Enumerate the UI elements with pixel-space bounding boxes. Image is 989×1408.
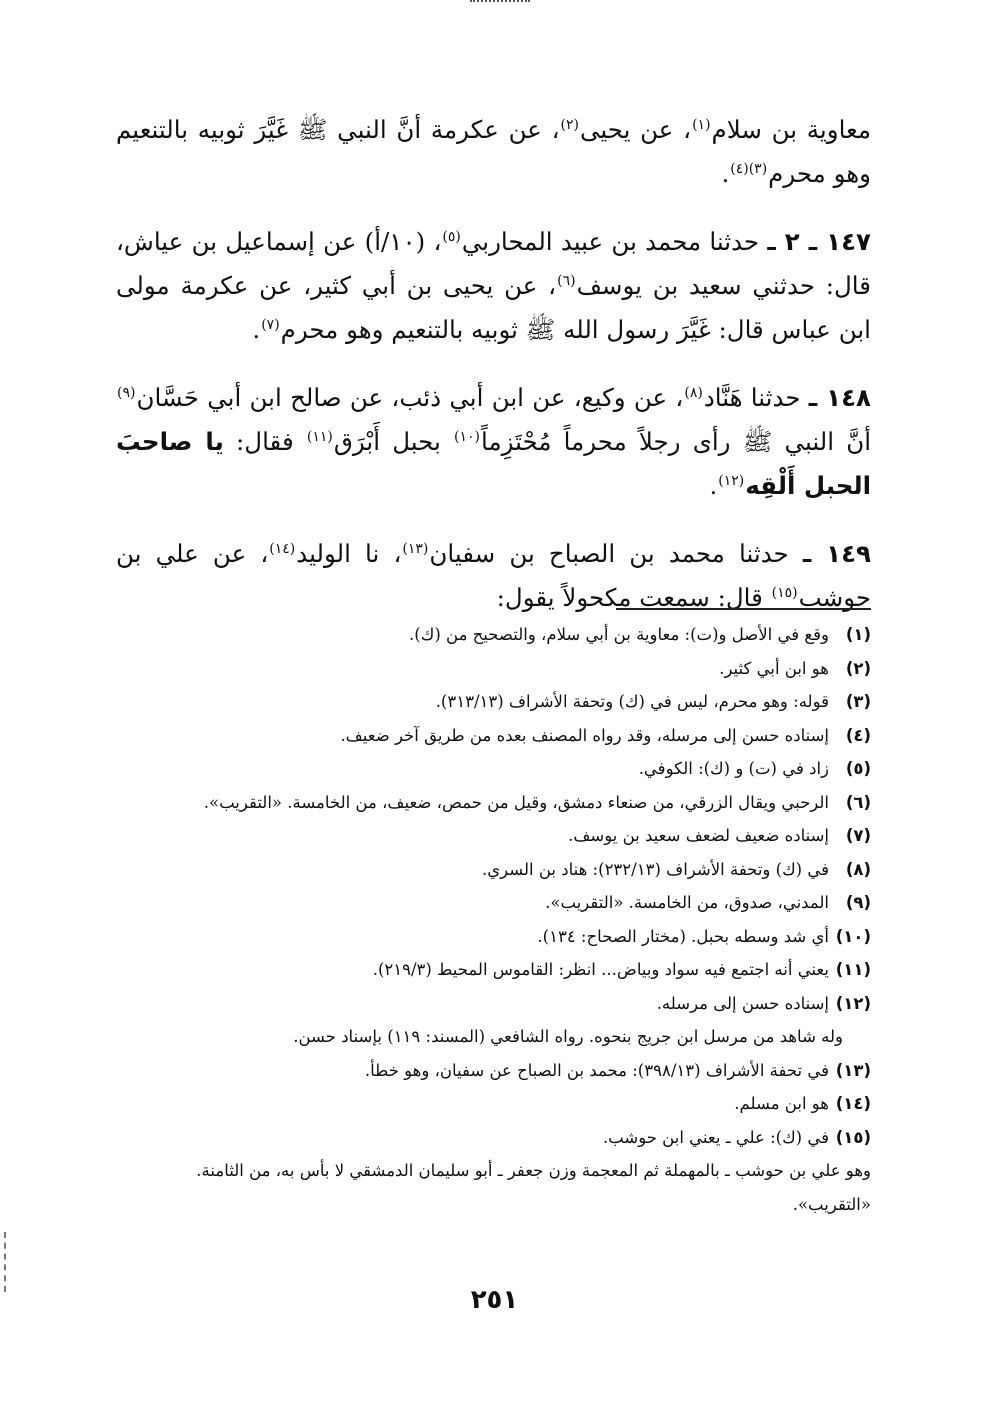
footnote-separator [616,608,871,610]
top-margin-mark [470,0,530,8]
footnote-ref: (٣)(٤) [730,160,768,177]
footnote-ref: (٦) [557,272,576,289]
footnote-text: هو ابن مسلم. [734,1094,829,1113]
paragraph-1 [116,108,871,196]
footnote-number: (٧) [845,826,871,845]
footnote-ref: (١٠) [454,428,480,445]
footnote-text: إسناده حسن إلى مرسله، وقد رواه المصنف بعده من طريق آخر ضعيف. [340,725,829,745]
text-run: بحبل أَبْرَق [333,427,454,456]
hadith-number: ١٤٩ ـ [802,539,872,568]
footnote-text: المدني، صدوق، من الخامسة. «التقريب». [545,893,829,912]
footnote-7 [116,819,871,853]
footnote-12-continuation [116,1020,871,1054]
footnote-text: وله شاهد من مرسل ابن جريج بنحوه. رواه الشافعي (المسند: ١١٩) بإسناد حسن. [293,1027,843,1046]
footnote-ref: (٩) [117,384,136,401]
footnote-4 [116,719,871,753]
footnote-number: (٣) [845,692,871,711]
hadith-number: ١٤٨ ـ [808,383,872,412]
footnote-2 [116,652,871,686]
hadith-number: ١٤٧ ـ ٢ ـ [767,227,871,256]
footnote-10 [116,920,871,954]
footnote-number: (٦) [845,792,871,812]
footnote-8 [116,853,871,887]
footnote-13 [116,1054,871,1088]
text-run: ، عن يحيى [579,115,692,144]
footnote-number: (٨) [845,859,871,879]
footnote-9 [116,886,871,920]
footnote-text: في تحفة الأشراف (٣٩٨/١٣): محمد بن الصباح عن سفيان، وهو خطأ. [364,1060,829,1080]
footnote-text: زاد في (ت) و (ك): الكوفي. [638,759,829,778]
footnote-ref: (١١) [306,428,333,445]
text-run: أنَّ النبي ﷺ رأى رجلاً محرماً مُحْتَزِماً [481,427,872,456]
footnote-number: (٢) [845,658,871,678]
text-run: حدثنا هَنَّاد [703,383,809,412]
footnote-number: (١٤) [835,1094,871,1113]
footnote-ref: (٨) [684,384,703,401]
footnote-text: إسناده حسن إلى مرسله. [656,993,829,1013]
hadith-147 [116,220,871,352]
text-run: ، (١٠/أ) عن إسماعيل بن عياش، قال: حدثني سعيد بن يوسف [116,227,871,300]
footnote-ref: (١٥) [771,584,798,601]
footnote-15-continuation [116,1154,871,1221]
text-run: معاوية بن سلام [711,115,871,144]
footnote-11 [116,953,871,987]
footnote-1 [116,618,871,652]
footnote-5 [116,752,871,786]
text-run: ، نا الوليد [296,539,402,568]
footnote-number: (٩) [845,893,871,912]
footnote-ref: (٢) [560,116,579,133]
footnote-12 [116,987,871,1021]
footnote-number: (٤) [845,725,871,745]
hadith-quote: يا صاحبَ الحبل أَلْقِه [116,427,871,500]
text-run: ، عن وكيع، عن ابن أبي ذئب، عن صالح ابن أبي حَسَّان [136,383,684,412]
footnote-3 [116,685,871,719]
footnote-15 [116,1121,871,1155]
footnote-text: قوله: وهو محرم، ليس في (ك) وتحفة الأشراف (٣١٣/١٣). [435,692,829,711]
text-run: . [721,159,730,188]
text-run: . [709,471,718,500]
footnote-ref: (١) [692,116,711,133]
footnote-text: وقع في الأصل و(ت): معاوية بن أبي سلام، والتصحيح من (ك). [409,625,829,644]
footnote-text: إسناده ضعيف لضعف سعيد بن يوسف. [568,826,829,845]
footnote-14 [116,1087,871,1121]
text-run: حدثنا محمد بن الصباح بن سفيان [429,539,803,568]
footnote-number: (١٢) [835,993,871,1013]
footnote-text: الرحبي ويقال الزرقي، من صنعاء دمشق، وقيل من حمص، ضعيف، من الخامسة. «التقريب». [203,792,829,812]
text-run: ، عن يحيى بن أبي كثير، عن عكرمة مولى ابن عباس قال: غَيَّرَ رسول الله ﷺ ثوبيه بالتنعيم وهو محرم [116,271,871,344]
footnote-ref: (١٤) [269,540,296,557]
footnote-number: (١٥) [835,1127,871,1147]
footnote-number: (١) [845,625,871,644]
footnote-text: أي شد وسطه بحبل. (مختار الصحاح: ١٣٤). [537,926,829,946]
text-run: حدثنا محمد بن عبيد المحاربي [461,227,768,256]
hadith-149 [116,532,871,620]
text-run: ، عن علي بن حوشب [116,539,871,612]
footnote-number: (٥) [845,759,871,778]
margin-mark [4,1232,6,1292]
text-run: فقال: [223,427,306,456]
footnote-text: في (ك): علي ـ يعني ابن حوشب. [602,1127,829,1147]
footnote-6 [116,786,871,820]
text-run: . [252,315,261,344]
footnote-number: (١١) [835,960,871,979]
footnote-text: في (ك) وتحفة الأشراف (٢٣٢/١٣): هناد بن السري. [482,859,829,879]
footnote-ref: (٧) [261,316,280,333]
footnote-text: هو ابن أبي كثير. [719,658,829,678]
footnote-number: (١٠) [835,926,871,946]
footnote-text: يعني أنه اجتمع فيه سواد وبياض... انظر: القاموس المحيط (٢١٩/٣). [372,960,829,979]
footnote-ref: (٥) [442,228,461,245]
page-number: ٢٥١ [470,1285,519,1315]
hadith-148 [116,376,871,508]
text-run: ، عن عكرمة أنَّ النبي ﷺ غَيَّرَ ثوبيه بالتنعيم وهو محرم [116,115,871,188]
footnote-ref: (١٣) [402,540,429,557]
footnote-ref: (١٢) [718,472,745,489]
footnote-number: (١٣) [835,1060,871,1080]
footnotes [116,618,871,1221]
main-text [116,108,871,644]
text-run: قال: سمعت مكحولاً يقول: [496,583,771,612]
footnote-text: وهو علي بن حوشب ـ بالمهملة ثم المعجمة وزن جعفر ـ أبو سليمان الدمشقي لا بأس به، من الثامنة. «التقريب». [196,1161,871,1214]
